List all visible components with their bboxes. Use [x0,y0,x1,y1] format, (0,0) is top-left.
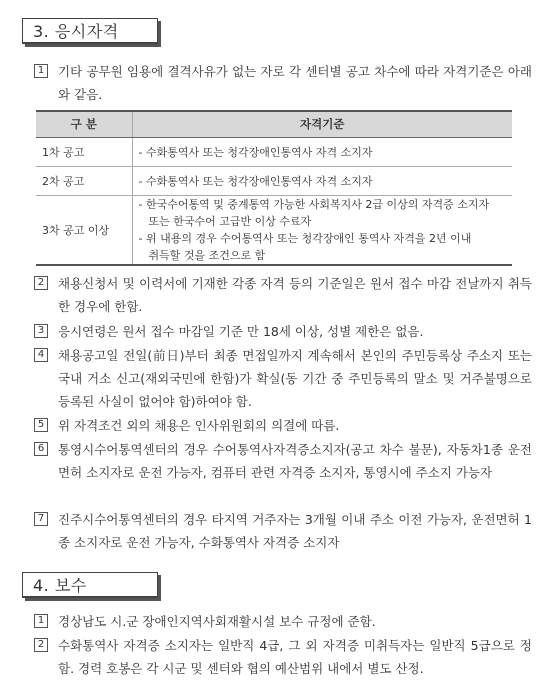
row-criteria: - 수화통역사 또는 청각장애인통역사 자격 소지자 [132,166,512,195]
item-text: 응시연령은 원서 접수 마감일 기준 만 18세 이상, 성별 제한은 없음. [58,324,424,339]
list-item [34,634,532,680]
list-item [34,344,532,413]
list-item [34,60,532,106]
item-number: 1 [34,64,48,78]
item-text: 위 자격조건 외의 채용은 인사위원회의 의결에 따름. [58,418,340,433]
row-label: 2차 공고 [36,166,132,195]
table-row [36,166,512,195]
item-number: 2 [34,276,48,290]
row-criteria: - 수화통역사 또는 청각장애인통역사 자격 소지자 [132,137,512,166]
item-text: 수화통역사 자격증 소지자는 일반직 4급, 그 외 자격증 미취득자는 일반직 5급으로 정함. 경력 호봉은 각 시군 및 센터와 협의 예산범위 내에서 별도 산정. [58,638,532,676]
table-header-criteria: 자격기준 [132,111,512,137]
item-text: 통영시수어통역센터의 경우 수어통역사자격증소지자(공고 차수 불문), 자동차1종 운전면허 소지자로 운전 가능자, 컴퓨터 관련 자격증 소지자, 통영시에 주소지 가능자 [58,442,532,480]
list-item [34,610,532,633]
criteria-line: 또는 한국수어 고급반 이상 수료자 [148,214,312,228]
criteria-line: 취득할 것을 조건으로 함 [148,248,266,262]
item-number: 2 [34,638,48,652]
criteria-line: - 위 내용의 경우 수어통역사 또는 청각장애인 통역사 자격을 2년 이내 [138,231,472,245]
table-header-category: 구 분 [36,111,132,137]
list-item [34,438,532,484]
item-number: 7 [34,512,48,526]
qualification-table [36,110,512,266]
list-item [34,508,532,554]
section-heading-pay: 4. 보수 [22,572,158,598]
table-row [36,195,512,265]
item-text: 경상남도 시.군 장애인지역사회재활시설 보수 규정에 준함. [58,614,376,629]
criteria-line: - 한국수어통역 및 중계통역 가능한 사회복지사 2급 이상의 자격증 소지자 [138,197,490,211]
item-number: 4 [34,348,48,362]
row-criteria [132,195,512,265]
item-number: 3 [34,324,48,338]
item-number: 1 [34,614,48,628]
item-text: 진주시수어통역센터의 경우 타지역 거주자는 3개월 이내 주소 이전 가능자, 운전면허 1종 소지자로 운전 가능자, 수화통역사 자격증 소지자 [58,512,532,550]
list-item [34,414,532,437]
table-row [36,137,512,166]
section-heading-qualifications: 3. 응시자격 [22,18,158,44]
list-item [34,272,532,318]
item-number: 5 [34,418,48,432]
item-number: 6 [34,442,48,456]
item-text: 채용신청서 및 이력서에 기재한 각종 자격 등의 기준일은 원서 접수 마감 전날까지 취득한 경우에 한함. [58,276,532,314]
item-text: 기타 공무원 임용에 결격사유가 없는 자로 각 센터별 공고 차수에 따라 자격기준은 아래와 같음. [58,64,532,102]
row-label: 3차 공고 이상 [36,195,132,265]
row-label: 1차 공고 [36,137,132,166]
item-text: 채용공고일 전일(前日)부터 최종 면접일까지 계속해서 본인의 주민등록상 주소지 또는 국내 거소 신고(재외국민에 한함)가 확실(동 기간 중 주민등록의 말소 및 거주불명으로 등록된 사실이 없어야 함)하여야 함. [58,348,532,409]
list-item [34,320,532,343]
